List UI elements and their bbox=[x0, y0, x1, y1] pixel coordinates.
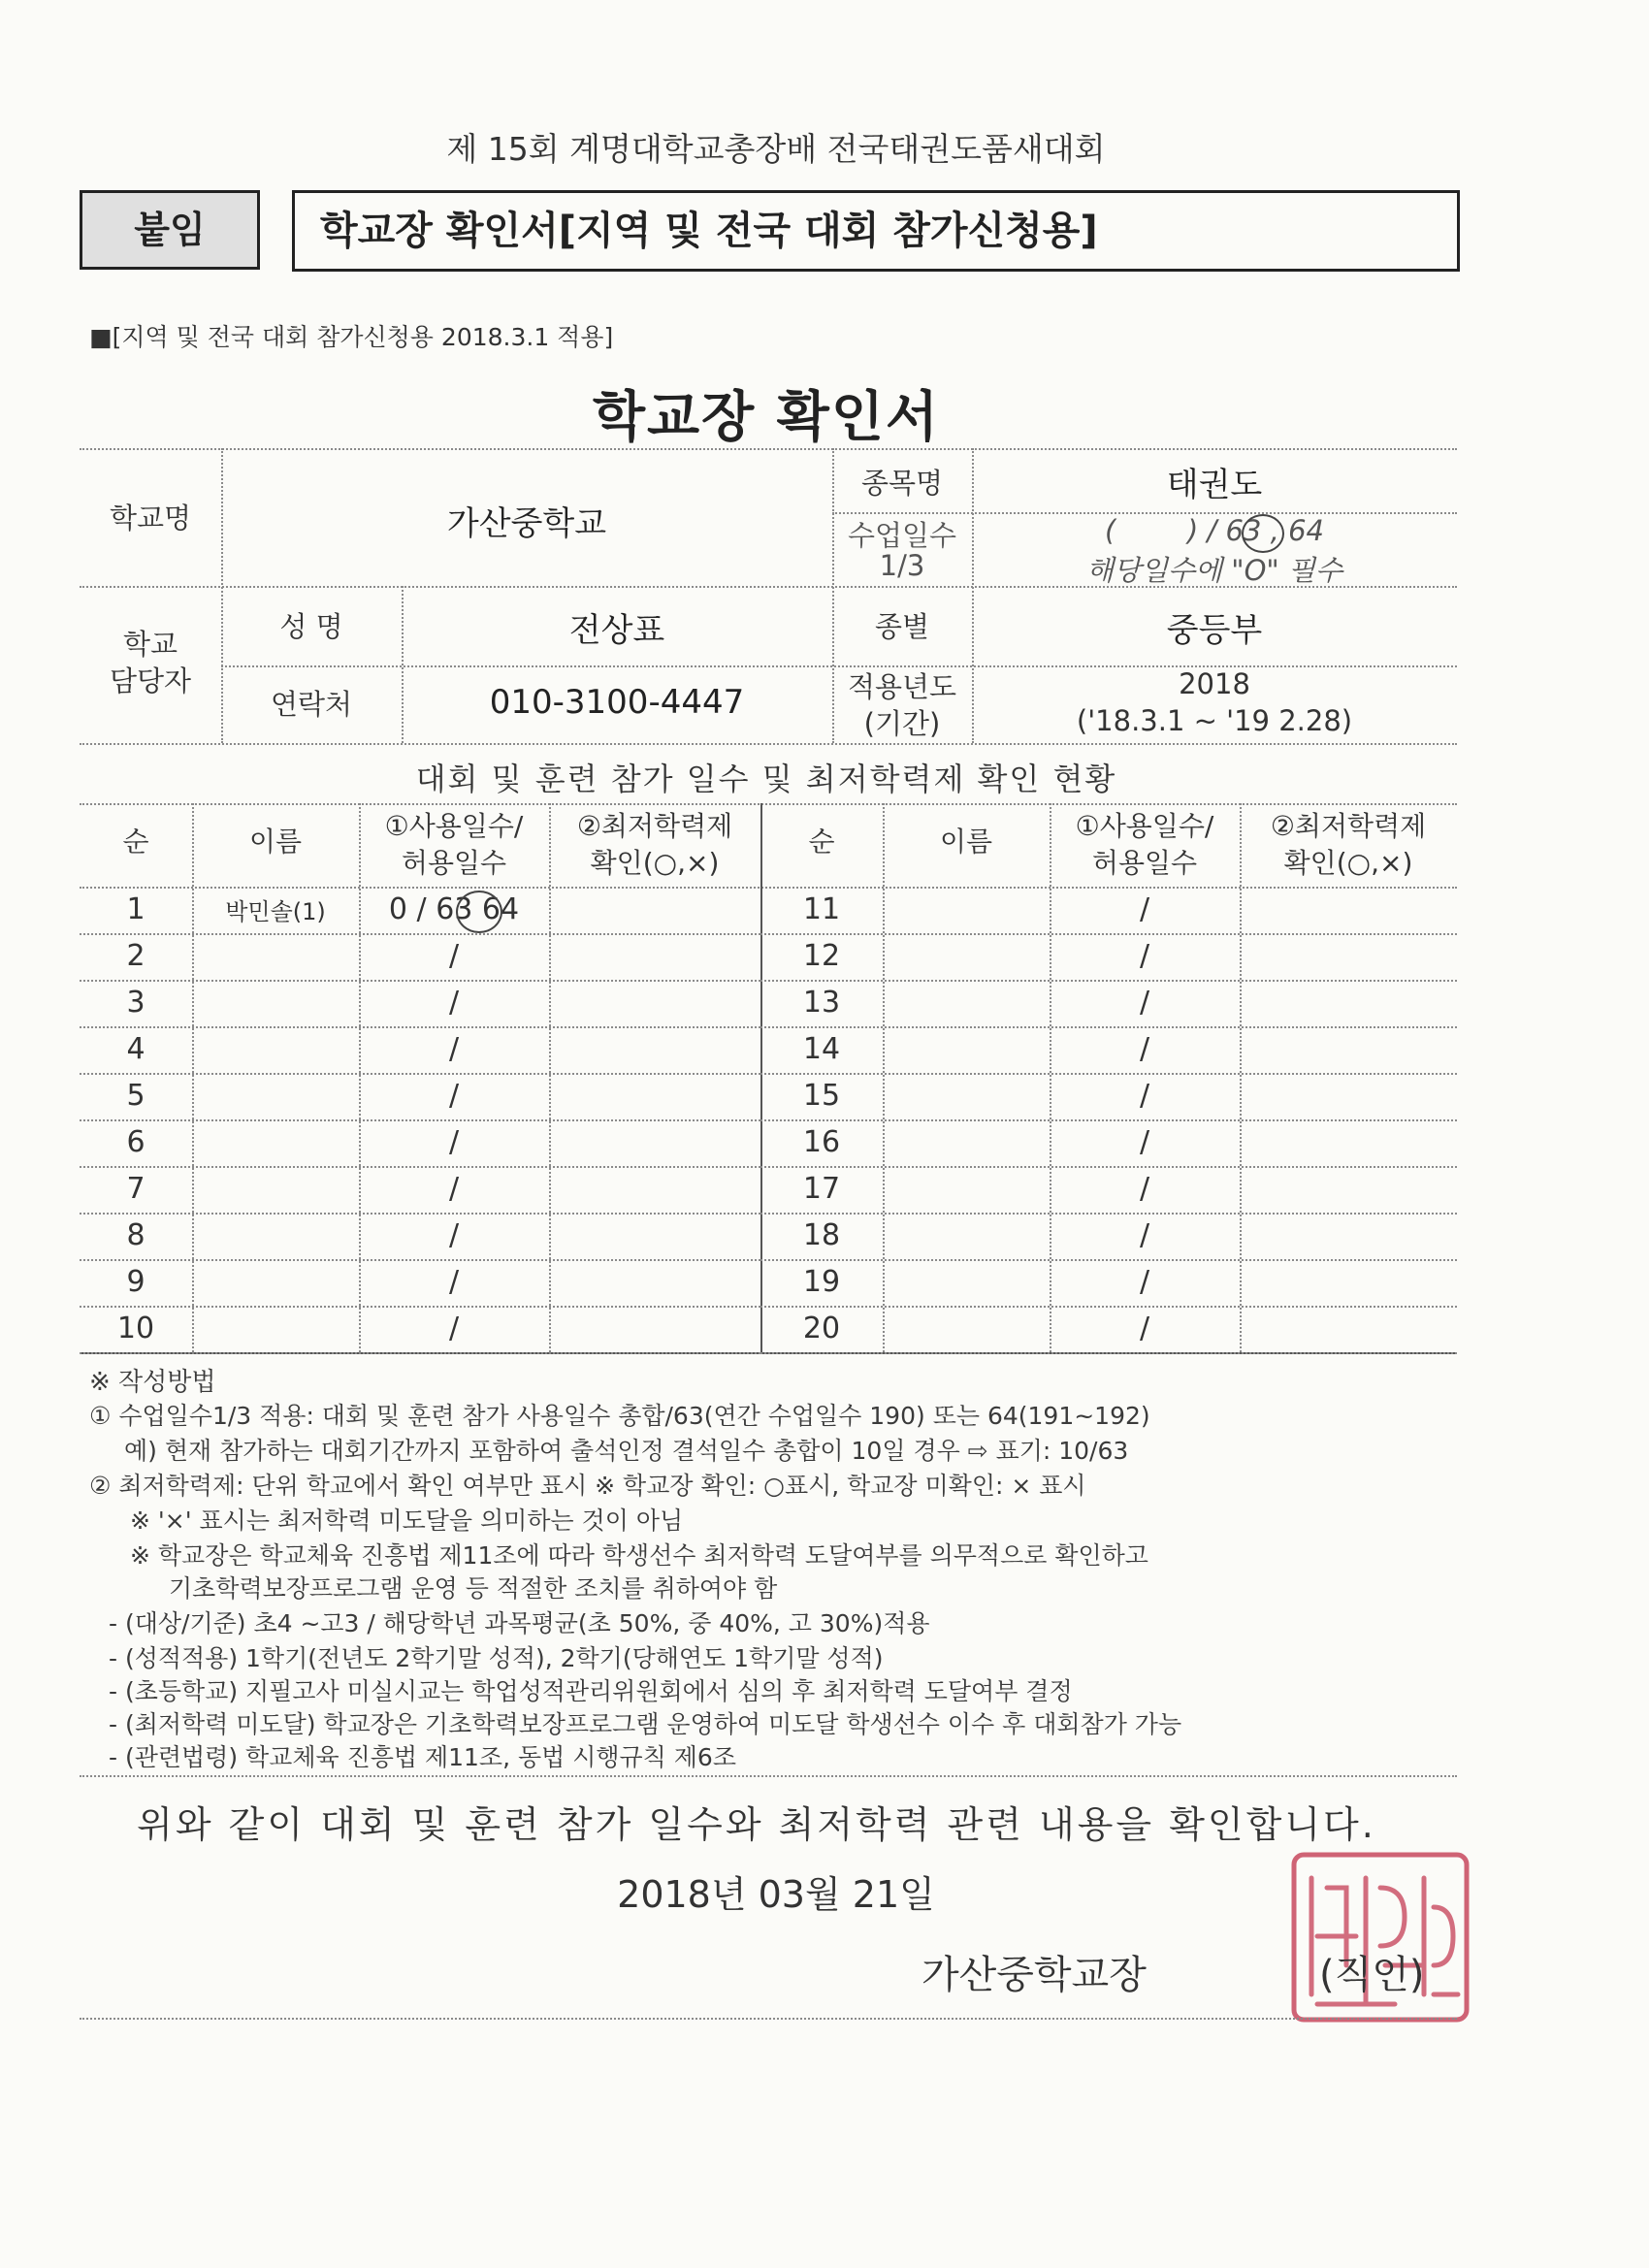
row-divider bbox=[80, 1073, 760, 1075]
note-line: ※ '×' 표시는 최저학력 미도달을 의미하는 것이 아님 bbox=[130, 1507, 684, 1535]
class-days-hint: 해당일수에 "O" 필수 bbox=[1085, 554, 1343, 587]
row-divider bbox=[80, 1352, 760, 1354]
table-vline bbox=[192, 803, 194, 1352]
cell-no: 6 bbox=[126, 1125, 146, 1159]
cell-days: / bbox=[448, 939, 460, 973]
cell-no: 19 bbox=[802, 1265, 841, 1299]
cell-days: / bbox=[1139, 1079, 1150, 1113]
table-vline bbox=[883, 803, 885, 1352]
form-note: ■[지역 및 전국 대회 참가신청용 2018.3.1 적용] bbox=[89, 323, 614, 351]
header-days-line2: 허용일수 bbox=[1091, 847, 1198, 879]
seal-note: (직인) bbox=[1319, 1953, 1425, 1997]
header-academic-line1: ②최저학력제 bbox=[1270, 810, 1427, 842]
cell-days: / bbox=[1139, 1172, 1150, 1206]
row-divider bbox=[760, 1259, 1457, 1261]
document-title: 학교장 확인서 bbox=[592, 386, 941, 449]
row-divider bbox=[80, 1026, 760, 1028]
cell-no: 12 bbox=[802, 939, 841, 973]
header-no: 순 bbox=[122, 826, 149, 858]
cell-days: / bbox=[448, 1265, 460, 1299]
cell-no: 11 bbox=[802, 892, 841, 926]
row-divider bbox=[80, 980, 760, 982]
row-divider bbox=[80, 933, 760, 935]
cell-no: 5 bbox=[126, 1079, 146, 1113]
header-days-line1: ①사용일수/ bbox=[1075, 810, 1214, 842]
class-days-label: 수업일수 bbox=[847, 519, 957, 552]
cell-days: / bbox=[448, 1312, 460, 1345]
cell-days: / bbox=[1139, 986, 1150, 1020]
note-line: ② 최저학력제: 단위 학교에서 확인 여부만 표시 ※ 학교장 확인: ○표시, 학교장 미확인: × 표시 bbox=[89, 1472, 1086, 1500]
cell-days: / bbox=[448, 1079, 460, 1113]
notes-bottom-line bbox=[80, 1775, 1457, 1777]
cell-no: 2 bbox=[126, 939, 146, 973]
page-bottom-line bbox=[80, 2018, 1457, 2020]
note-line: - (초등학교) 지필고사 미실시교는 학업성적관리위원회에서 심의 후 최저학력 도달여부 결정 bbox=[109, 1677, 1073, 1705]
section-title: 대회 및 훈련 참가 일수 및 최저학력제 확인 현황 bbox=[415, 761, 1117, 797]
cell-no: 8 bbox=[126, 1218, 146, 1252]
cell-days: / bbox=[448, 1172, 460, 1206]
division-label: 종별 bbox=[874, 610, 930, 643]
row-divider bbox=[760, 1352, 1457, 1354]
note-line: - (최저학력 미도달) 학교장은 기초학력보장프로그램 운영하여 미도달 학생선수 이수 후 대회참가 가능 bbox=[109, 1710, 1182, 1738]
event-value: 태권도 bbox=[1166, 466, 1263, 504]
note-line: - (성적적용) 1학기(전년도 2학기말 성적), 2학기(당해연도 1학기말 성적) bbox=[109, 1644, 884, 1672]
cell-days: / bbox=[1139, 1312, 1150, 1345]
row-divider bbox=[760, 980, 1457, 982]
year-label-line1: 적용년도 bbox=[847, 670, 957, 703]
cell-no: 13 bbox=[802, 986, 841, 1020]
cell-days: / bbox=[448, 1218, 460, 1252]
cell-no: 15 bbox=[802, 1079, 841, 1113]
info-line bbox=[80, 743, 1457, 745]
cell-days: / bbox=[1139, 1032, 1150, 1066]
table-header-line bbox=[80, 887, 1457, 889]
header-name: 이름 bbox=[248, 826, 303, 858]
header-academic-line2: 확인(○,×) bbox=[1283, 847, 1413, 879]
cell-days: / bbox=[1139, 1218, 1150, 1252]
row-divider bbox=[80, 1166, 760, 1168]
manager-name: 전상표 bbox=[568, 611, 665, 650]
class-days-ratio: 1/3 bbox=[879, 549, 925, 582]
info-top-line bbox=[80, 448, 1457, 450]
circle-mark-icon bbox=[456, 891, 502, 933]
year-value: 2018 bbox=[1179, 667, 1250, 700]
cell-no: 18 bbox=[802, 1218, 841, 1252]
event-title: 제 15회 계명대학교총장배 전국태권도품새대회 bbox=[446, 130, 1106, 168]
header-no: 순 bbox=[808, 826, 835, 858]
cell-no: 17 bbox=[802, 1172, 841, 1206]
attachment-label: 붙임 bbox=[134, 209, 206, 251]
cell-days: / bbox=[1139, 939, 1150, 973]
cell-no: 20 bbox=[802, 1312, 841, 1345]
name-label: 성 명 bbox=[279, 610, 343, 643]
manager-label-line1: 학교 bbox=[122, 628, 178, 661]
year-label-line2: (기간) bbox=[863, 707, 941, 740]
cell-days: / bbox=[448, 986, 460, 1020]
cell-no: 1 bbox=[126, 892, 146, 926]
note-line: - (대상/기준) 초4 ~고3 / 해당학년 과목평균(초 50%, 중 40%, 고 30%)적용 bbox=[109, 1609, 930, 1637]
cell-no: 3 bbox=[126, 986, 146, 1020]
class-days-value: ( ) / 63 , 64 bbox=[1104, 514, 1325, 547]
cell-no: 4 bbox=[126, 1032, 146, 1066]
contact-label: 연락처 bbox=[270, 688, 353, 721]
note-line: ※ 학교장은 학교체육 진흥법 제11조에 따라 학생선수 최저학력 도달여부를 의무적으로 확인하고 bbox=[130, 1541, 1148, 1570]
event-label: 종목명 bbox=[860, 467, 944, 500]
note-line: - (관련법령) 학교체육 진흥법 제11조, 동법 시행규칙 제6조 bbox=[109, 1743, 736, 1771]
school-name-label: 학교명 bbox=[109, 502, 192, 535]
header-days-line2: 허용일수 bbox=[401, 847, 507, 879]
note-line: 기초학력보장프로그램 운영 등 적절한 조치를 취하여야 함 bbox=[169, 1574, 778, 1603]
row-divider bbox=[760, 1306, 1457, 1308]
row-divider bbox=[80, 1119, 760, 1121]
header-days-line1: ①사용일수/ bbox=[384, 810, 524, 842]
row-divider bbox=[760, 1073, 1457, 1075]
note-line: ① 수업일수1/3 적용: 대회 및 훈련 참가 사용일수 총합/63(연간 수업일수 190) 또는 64(191~192) bbox=[89, 1402, 1150, 1430]
header-name: 이름 bbox=[939, 826, 993, 858]
school-name: 가산중학교 bbox=[446, 504, 607, 543]
row-divider bbox=[760, 933, 1457, 935]
note-line: ※ 작성방법 bbox=[89, 1368, 216, 1397]
row-divider bbox=[760, 1119, 1457, 1121]
row-divider bbox=[760, 1213, 1457, 1215]
table-vline bbox=[1240, 803, 1242, 1352]
header-title: 학교장 확인서[지역 및 전국 대회 참가신청용] bbox=[320, 209, 1098, 253]
cell-no: 10 bbox=[116, 1312, 155, 1345]
period-value: ('18.3.1 ~ '19 2.28) bbox=[1076, 704, 1353, 737]
cell-days: / bbox=[448, 1032, 460, 1066]
header-academic-line2: 확인(○,×) bbox=[590, 847, 720, 879]
table-vline bbox=[549, 803, 551, 1352]
confirmation-text: 위와 같이 대회 및 훈련 참가 일수와 최저학력 관련 내용을 확인합니다. bbox=[137, 1803, 1376, 1846]
contact-value: 010-3100-4447 bbox=[489, 683, 745, 722]
note-line: 예) 현재 참가하는 대회기간까지 포함하여 출석인정 결석일수 총합이 10일 경우 ⇨ 표기: 10/63 bbox=[124, 1437, 1129, 1465]
header-academic-line1: ②최저학력제 bbox=[576, 810, 733, 842]
cell-no: 7 bbox=[126, 1172, 146, 1206]
division-value: 중등부 bbox=[1166, 611, 1263, 650]
table-top-line bbox=[80, 803, 1457, 805]
cell-days: / bbox=[448, 1125, 460, 1159]
row-divider bbox=[80, 1259, 760, 1261]
cell-no: 14 bbox=[802, 1032, 841, 1066]
cell-days: / bbox=[1139, 892, 1150, 926]
cell-days: / bbox=[1139, 1265, 1150, 1299]
cell-no: 16 bbox=[802, 1125, 841, 1159]
document-date: 2018년 03월 21일 bbox=[617, 1873, 935, 1916]
row-divider bbox=[80, 1306, 760, 1308]
principal-title: 가산중학교장 bbox=[922, 1953, 1147, 1997]
cell-name: 박민솔(1) bbox=[225, 898, 326, 925]
circle-mark-icon bbox=[1242, 514, 1284, 553]
row-divider bbox=[760, 1026, 1457, 1028]
row-divider bbox=[80, 1213, 760, 1215]
manager-label-line2: 담당자 bbox=[109, 664, 192, 697]
cell-days: 0 / 63 64 bbox=[388, 892, 520, 926]
row-divider bbox=[760, 1166, 1457, 1168]
cell-days: / bbox=[1139, 1125, 1150, 1159]
cell-no: 9 bbox=[126, 1265, 146, 1299]
